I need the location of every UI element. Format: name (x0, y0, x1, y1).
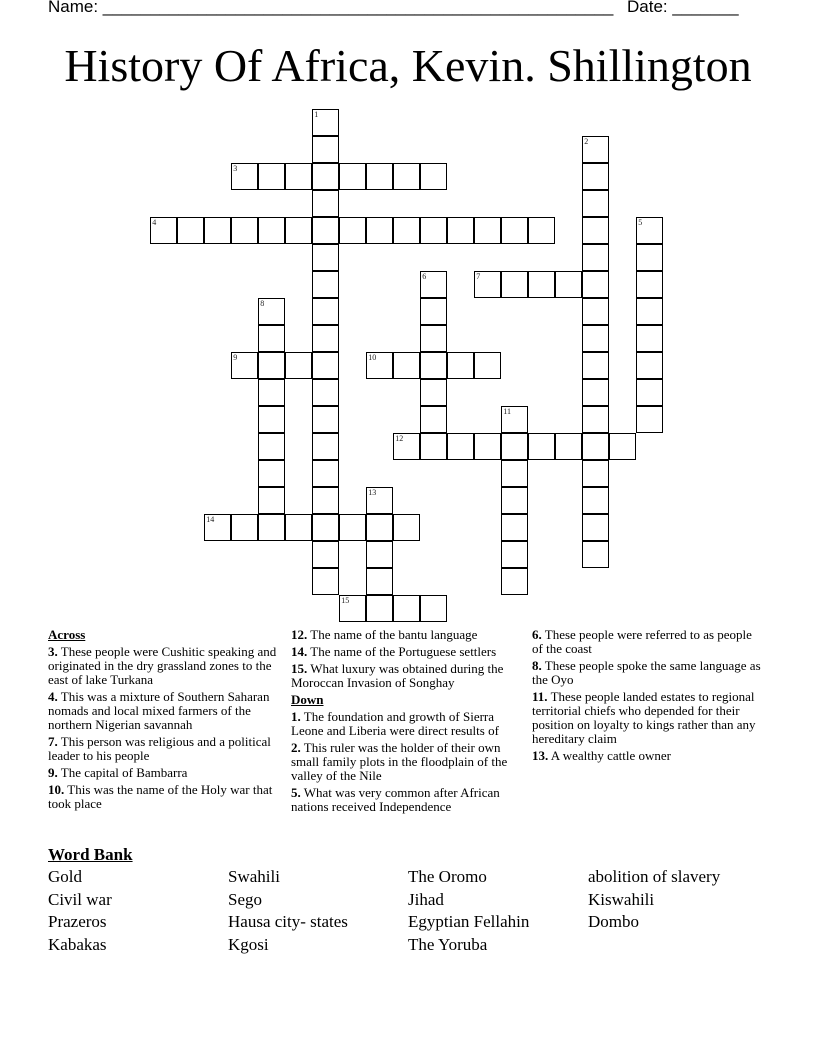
crossword-cell[interactable] (231, 352, 258, 379)
crossword-cell[interactable] (150, 217, 177, 244)
clue-number: 9 (233, 353, 238, 363)
clue-number: 15 (341, 596, 350, 606)
crossword-cell[interactable] (474, 352, 501, 379)
crossword-cell[interactable] (204, 514, 231, 541)
crossword-cell[interactable] (636, 217, 663, 244)
word-bank-item: Prazeros (48, 912, 107, 932)
crossword-cell[interactable] (204, 217, 231, 244)
crossword-cell[interactable] (258, 163, 285, 190)
clues-column-1 (48, 628, 280, 814)
crossword-cell[interactable] (312, 298, 339, 325)
crossword-cell[interactable] (420, 406, 447, 433)
crossword-cell[interactable] (582, 163, 609, 190)
crossword-cell[interactable] (582, 298, 609, 325)
word-bank-item: Kiswahili (588, 889, 655, 909)
word-bank-item: Dombo (588, 912, 639, 932)
crossword-cell[interactable] (366, 352, 393, 379)
crossword-cell[interactable] (312, 190, 339, 217)
crossword-cell[interactable] (258, 298, 285, 325)
crossword-cell[interactable] (312, 568, 339, 595)
clue-down-1: 1. The foundation and growth of Sierra Leone and Liberia were direct results of (291, 709, 499, 738)
clue-across-12: 12. The name of the bantu language (291, 627, 478, 642)
clue-number: 10 (368, 353, 377, 363)
crossword-cell[interactable] (177, 217, 204, 244)
word-bank-item (588, 935, 768, 958)
crossword-cell[interactable] (258, 217, 285, 244)
clue-across-10: 10. This was the name of the Holy war that took place (48, 782, 273, 811)
crossword-cell[interactable] (258, 406, 285, 433)
clue-across-4: 4. This was a mixture of Southern Saharan nomads and local mixed farmers of the northern Nigerian savannah (48, 689, 270, 732)
crossword-cell[interactable] (312, 352, 339, 379)
crossword-cell[interactable] (420, 217, 447, 244)
crossword-cell[interactable] (528, 433, 555, 460)
crossword-cell[interactable] (447, 217, 474, 244)
crossword-cell[interactable] (501, 460, 528, 487)
crossword-cell[interactable] (339, 595, 366, 622)
crossword-cell[interactable] (312, 271, 339, 298)
crossword-cell[interactable] (474, 271, 501, 298)
crossword-cell[interactable] (555, 271, 582, 298)
crossword-cell[interactable] (312, 217, 339, 244)
crossword-cell[interactable] (636, 379, 663, 406)
clue-number: 7 (476, 272, 481, 282)
clue-down-5: 5. What was very common after African nations received Independence (291, 785, 500, 814)
crossword-cell[interactable] (366, 595, 393, 622)
clue-number: 13 (368, 488, 377, 498)
crossword-cell[interactable] (555, 433, 582, 460)
crossword-cell[interactable] (420, 163, 447, 190)
word-bank (48, 867, 768, 958)
crossword-cell[interactable] (366, 163, 393, 190)
word-bank-title: Word Bank (48, 845, 133, 864)
crossword-cell[interactable] (474, 433, 501, 460)
crossword-cell[interactable] (366, 487, 393, 514)
crossword-cell[interactable] (636, 352, 663, 379)
crossword-cell[interactable] (258, 379, 285, 406)
crossword-cell[interactable] (501, 271, 528, 298)
crossword-cell[interactable] (258, 460, 285, 487)
crossword-cell[interactable] (636, 406, 663, 433)
crossword-cell[interactable] (582, 136, 609, 163)
word-bank-item: abolition of slavery (588, 867, 721, 886)
word-bank-item: Egyptian Fellahin (408, 912, 530, 932)
crossword-cell[interactable] (501, 487, 528, 514)
word-bank-item: Swahili (228, 867, 280, 886)
crossword-cell[interactable] (636, 298, 663, 325)
clue-number: 12 (395, 434, 404, 444)
crossword-cell[interactable] (501, 406, 528, 433)
crossword-cell[interactable] (312, 433, 339, 460)
clue-across-15: 15. What luxury was obtained during the Moroccan Invasion of Songhay (291, 661, 504, 690)
crossword-cell[interactable] (393, 352, 420, 379)
crossword-cell[interactable] (636, 325, 663, 352)
clue-across-7: 7. This person was religious and a political leader to his people (48, 734, 271, 763)
crossword-cell[interactable] (393, 433, 420, 460)
crossword-cell[interactable] (312, 163, 339, 190)
crossword-cell[interactable] (582, 352, 609, 379)
clue-number: 5 (638, 218, 643, 228)
crossword-cell[interactable] (366, 541, 393, 568)
clue-number: 11 (503, 407, 511, 417)
word-bank-item: Jihad (408, 889, 444, 909)
crossword-cell[interactable] (528, 271, 555, 298)
crossword-cell[interactable] (501, 568, 528, 595)
crossword-cell[interactable] (312, 244, 339, 271)
crossword-cell[interactable] (420, 325, 447, 352)
word-bank-item: Gold (48, 867, 82, 886)
word-bank-item: Sego (228, 889, 262, 909)
crossword-cell[interactable] (420, 379, 447, 406)
crossword-cell[interactable] (636, 271, 663, 298)
crossword-cell[interactable] (258, 514, 285, 541)
clue-number: 8 (260, 299, 265, 309)
crossword-cell[interactable] (582, 271, 609, 298)
crossword-cell[interactable] (447, 433, 474, 460)
down-heading: Down (291, 692, 324, 707)
crossword-cell[interactable] (582, 190, 609, 217)
clues-column-3 (532, 628, 764, 766)
crossword-cell[interactable] (636, 244, 663, 271)
crossword-cell[interactable] (582, 487, 609, 514)
page-title: History Of Africa, Kevin. Shillington (64, 40, 752, 91)
crossword-cell[interactable] (339, 217, 366, 244)
crossword-cell[interactable] (258, 433, 285, 460)
crossword-cell[interactable] (393, 514, 420, 541)
word-bank-item: Kgosi (228, 935, 269, 955)
crossword-cell[interactable] (231, 217, 258, 244)
word-bank-item: The Oromo (408, 867, 487, 886)
crossword-cell[interactable] (501, 514, 528, 541)
crossword-cell[interactable] (393, 217, 420, 244)
crossword-cell[interactable] (582, 541, 609, 568)
crossword-cell[interactable] (285, 514, 312, 541)
clue-down-2: 2. This ruler was the holder of their own small family plots in the floodplain of the valley of the Nile (291, 740, 508, 783)
crossword-cell[interactable] (393, 163, 420, 190)
crossword-cell[interactable] (447, 352, 474, 379)
crossword-cell[interactable] (420, 433, 447, 460)
clue-number: 4 (152, 218, 157, 228)
crossword-cell[interactable] (285, 352, 312, 379)
crossword-cell[interactable] (609, 433, 636, 460)
crossword-cell[interactable] (420, 298, 447, 325)
crossword-cell[interactable] (582, 460, 609, 487)
date-field[interactable]: Date: _______ (627, 0, 739, 16)
clue-across-3: 3. These people were Cushitic speaking and originated in the dry grassland zones to the east of lake Turkana (48, 644, 277, 687)
crossword-cell[interactable] (339, 163, 366, 190)
crossword-cell[interactable] (420, 595, 447, 622)
crossword-cell[interactable] (312, 460, 339, 487)
crossword-cell[interactable] (582, 244, 609, 271)
clue-number: 2 (584, 137, 589, 147)
crossword-cell[interactable] (285, 163, 312, 190)
crossword-cell[interactable] (582, 406, 609, 433)
word-bank-item: Civil war (48, 889, 112, 909)
crossword-cell[interactable] (501, 541, 528, 568)
crossword-cell[interactable] (528, 217, 555, 244)
crossword-cell[interactable] (339, 514, 366, 541)
crossword-cell[interactable] (312, 325, 339, 352)
crossword-cell[interactable] (231, 514, 258, 541)
crossword-cell[interactable] (231, 163, 258, 190)
crossword-cell[interactable] (393, 595, 420, 622)
crossword-cell[interactable] (474, 217, 501, 244)
clue-down-6: 6. These people were referred to as people of the coast (532, 627, 752, 656)
crossword-cell[interactable] (501, 217, 528, 244)
crossword-cell[interactable] (366, 217, 393, 244)
crossword-cell[interactable] (582, 514, 609, 541)
crossword-cell[interactable] (366, 514, 393, 541)
clue-number: 14 (206, 515, 215, 525)
clue-number: 6 (422, 272, 427, 282)
clue-across-9: 9. The capital of Bambarra (48, 765, 188, 780)
crossword-cell[interactable] (258, 352, 285, 379)
crossword-cell[interactable] (501, 433, 528, 460)
crossword-cell[interactable] (420, 352, 447, 379)
crossword-cell[interactable] (582, 325, 609, 352)
crossword-cell[interactable] (312, 487, 339, 514)
crossword-cell[interactable] (366, 568, 393, 595)
crossword-cell[interactable] (312, 514, 339, 541)
across-heading: Across (48, 627, 86, 642)
crossword-cell[interactable] (582, 217, 609, 244)
clue-down-11: 11. These people landed estates to regional territorial chiefs who depended for their position on loyalty to kings rather than any hereditary claim (532, 689, 756, 746)
clue-down-8: 8. These people spoke the same language as the Oyo (532, 658, 761, 687)
clues-column-2 (291, 628, 523, 817)
clue-down-13: 13. A wealthy cattle owner (532, 748, 672, 763)
crossword-cell[interactable] (312, 541, 339, 568)
crossword-cell[interactable] (582, 379, 609, 406)
crossword-cell[interactable] (258, 487, 285, 514)
crossword-cell[interactable] (285, 217, 312, 244)
crossword-cell[interactable] (420, 271, 447, 298)
word-bank-item: Kabakas (48, 935, 107, 955)
clue-across-14: 14. The name of the Portuguese settlers (291, 644, 497, 659)
clue-number: 1 (314, 110, 319, 120)
crossword-cell[interactable] (312, 136, 339, 163)
crossword-cell[interactable] (312, 109, 339, 136)
crossword-cell[interactable] (312, 379, 339, 406)
clue-number: 3 (233, 164, 238, 174)
crossword-cell[interactable] (258, 325, 285, 352)
name-field[interactable]: Name: ______________________________________________________ (48, 0, 614, 16)
crossword-cell[interactable] (582, 433, 609, 460)
word-bank-item: The Yoruba (408, 935, 488, 955)
crossword-cell[interactable] (312, 406, 339, 433)
word-bank-item: Hausa city- states (228, 912, 348, 932)
